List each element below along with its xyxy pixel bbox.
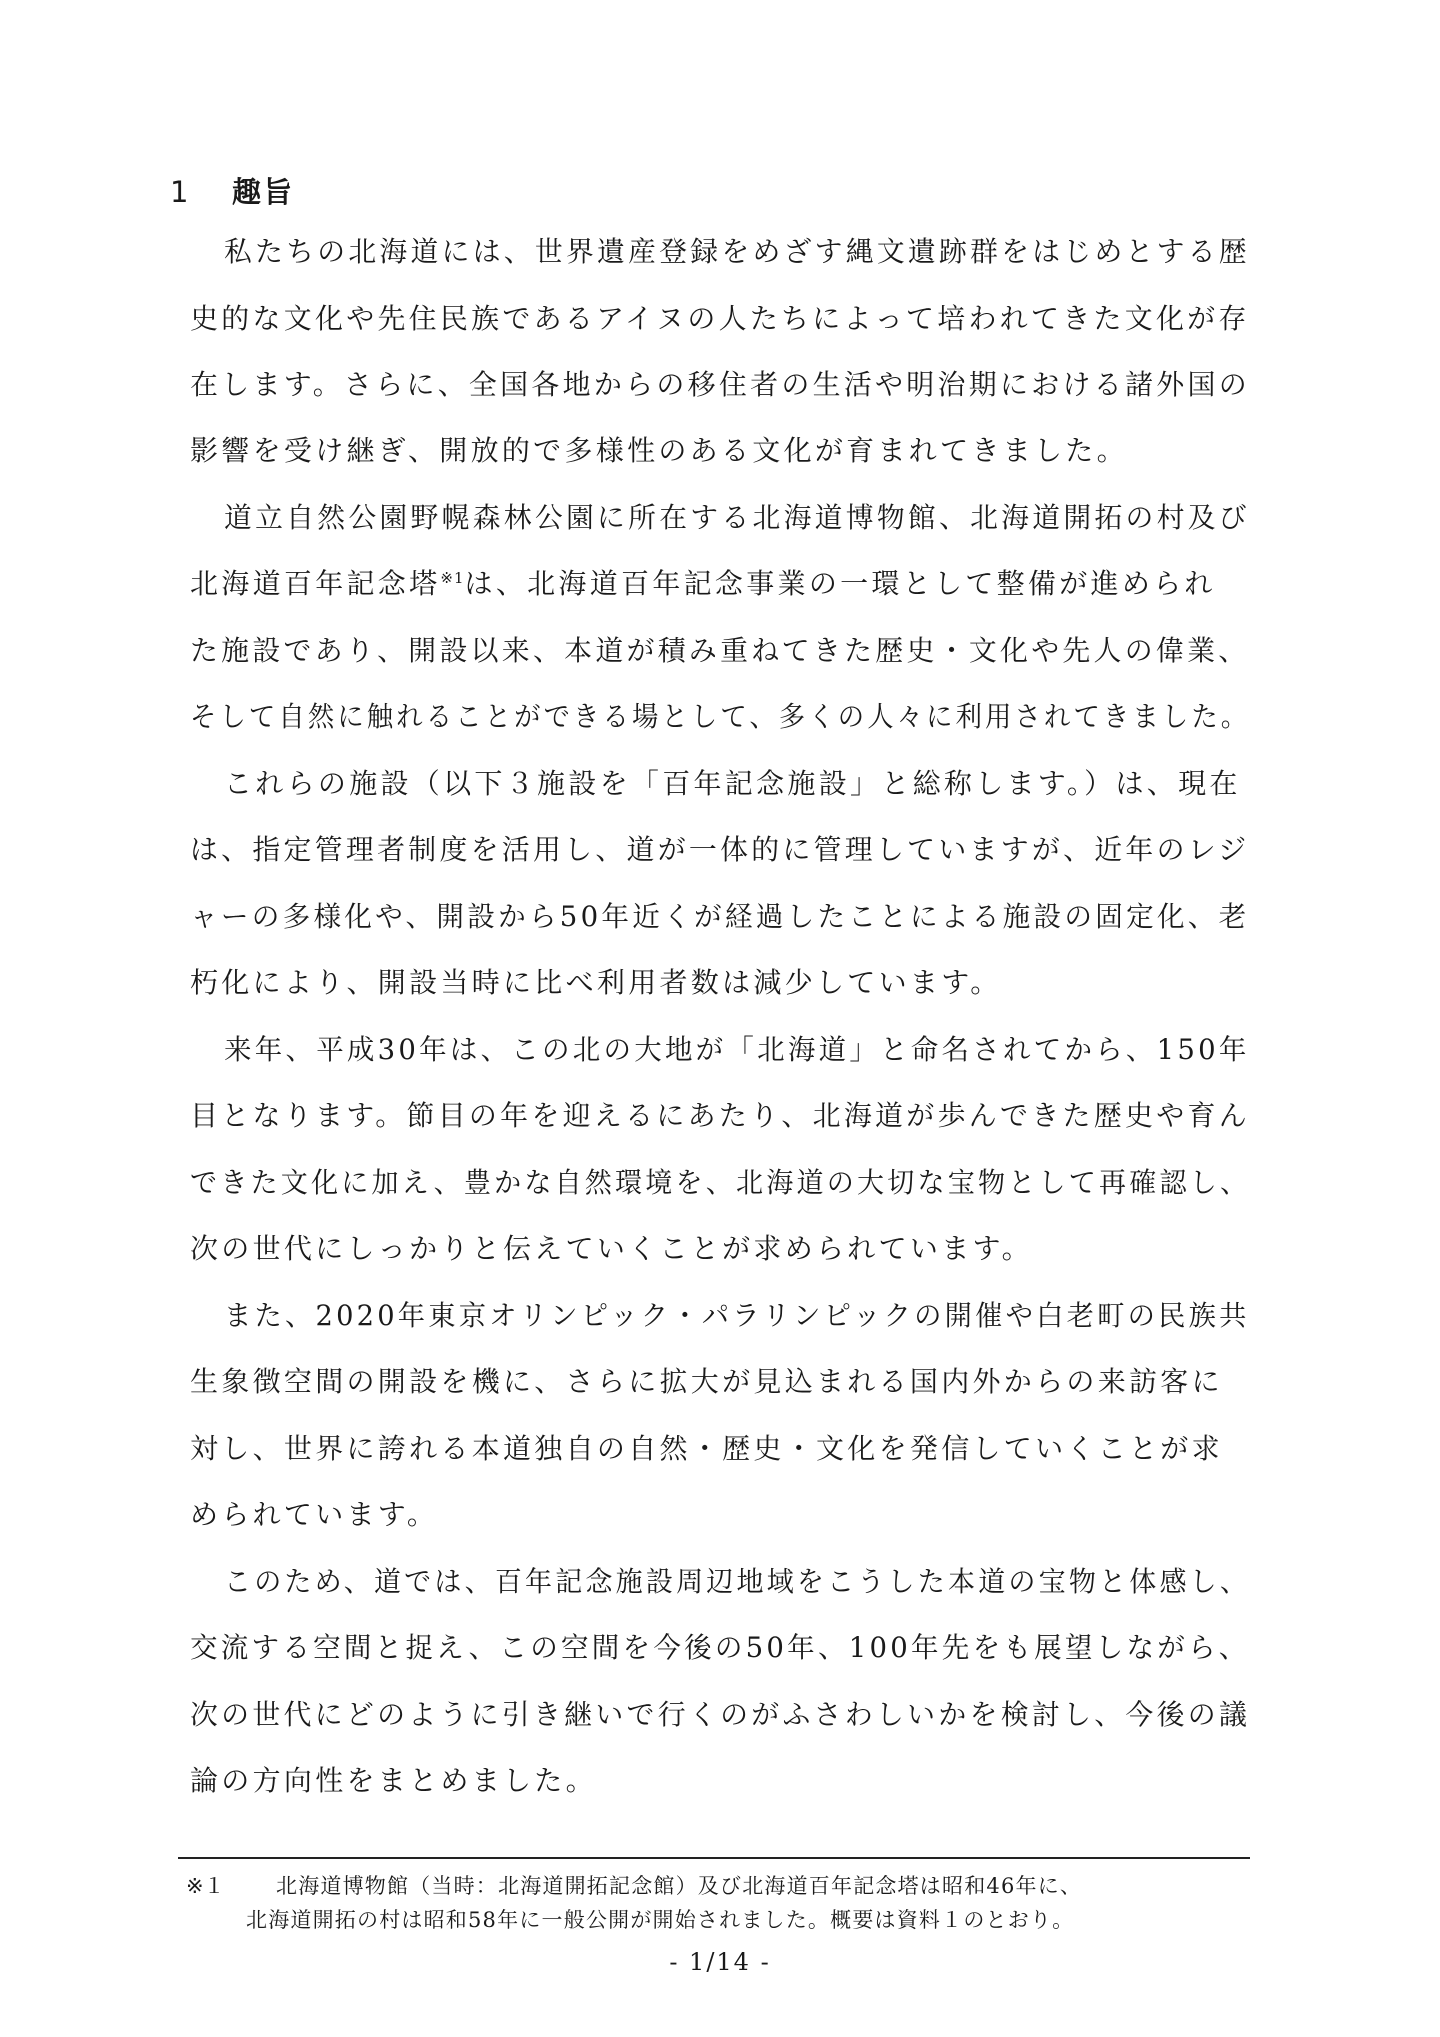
footnote-line-1: 北海道博物館（当時：北海道開拓記念館）及び北海道百年記念塔は昭和46年に、 (276, 1874, 1083, 1898)
paragraph-2-line-3: た施設であり、開設以来、本道が積み重ねてきた歴史・文化や先人の偉業、 (190, 634, 1250, 667)
paragraph-3-line-1: これらの施設（以下３施設を「百年記念施設」と総称します。）は、現在 (224, 767, 1241, 800)
paragraph-4-line-2: 目となります。節目の年を迎えるにあたり、北海道が歩んできた歴史や育ん (190, 1099, 1250, 1132)
paragraph-1-line-3: 在します。さらに、全国各地からの移住者の生活や明治期における諸外国の (190, 368, 1250, 401)
paragraph-5-line-1: また、2020年東京オリンピック・パラリンピックの開催や白老町の民族共 (224, 1299, 1250, 1332)
footnote-reference: ※1 (440, 569, 465, 587)
paragraph-6-line-2: 交流する空間と捉え、この空間を今後の50年、100年先をも展望しながら、 (190, 1631, 1250, 1664)
paragraph-1-line-1: 私たちの北海道には、世界遺産登録をめざす縄文遺跡群をはじめとする歴 (224, 235, 1250, 268)
paragraph-6-line-3: 次の世代にどのように引き継いで行くのがふさわしいかを検討し、今後の議 (190, 1698, 1251, 1731)
paragraph-3-line-2: は、指定管理者制度を活用し、道が一体的に管理していますが、近年のレジ (190, 833, 1250, 866)
paragraph-4-line-3: できた文化に加え、豊かな自然環境を、北海道の大切な宝物として再確認し、 (190, 1166, 1251, 1199)
paragraph-1-line-4: 影響を受け継ぎ、開放的で多様性のある文化が育まれてきました。 (190, 434, 1128, 467)
section-heading (170, 170, 294, 211)
paragraph-3-line-3: ャーの多様化や、開設から50年近くが経過したことによる施設の固定化、老 (190, 900, 1250, 933)
paragraph-6-line-1: このため、道では、百年記念施設周辺地域をこうした本道の宝物と体感し、 (224, 1565, 1251, 1598)
paragraph-5-line-2: 生象徴空間の開設を機に、さらに拡大が見込まれる国内外からの来訪客に (190, 1365, 1223, 1398)
paragraph-1-line-2: 史的な文化や先住民族であるアイヌの人たちによって培われてきた文化が存 (190, 302, 1250, 335)
section-number: 1 (170, 175, 191, 209)
paragraph-4-line-1: 来年、平成30年は、この北の大地が「北海道」と命名されてから、150年 (224, 1033, 1250, 1066)
paragraph-3-line-4: 朽化により、開設当時に比べ利用者数は減少しています。 (190, 966, 1002, 999)
paragraph-2-line-2 (190, 564, 1216, 604)
footnote-marker: ※１ (186, 1874, 225, 1898)
paragraph-5-line-4: められています。 (190, 1498, 439, 1531)
section-title: 趣旨 (232, 175, 295, 209)
paragraph-4-line-4: 次の世代にしっかりと伝えていくことが求められています。 (190, 1232, 1033, 1265)
paragraph-6-line-4: 論の方向性をまとめました。 (190, 1764, 597, 1797)
paragraph-2-line-2-end: は、北海道百年記念事業の一環として整備が進められ (464, 567, 1216, 600)
paragraph-2-line-4: そして自然に触れることができる場として、多くの人々に利用されてきました。 (190, 700, 1251, 733)
paragraph-2-line-2-start: 北海道百年記念塔 (190, 567, 441, 600)
page-number: - 1/14 - (669, 1948, 771, 1976)
footnote-line-2: 北海道開拓の村は昭和58年に一般公開が開始されました。概要は資料１のとおり。 (246, 1908, 1075, 1932)
footnote-divider (178, 1857, 1250, 1859)
paragraph-5-line-3: 対し、世界に誇れる本道独自の自然・歴史・文化を発信していくことが求 (190, 1432, 1223, 1465)
paragraph-2-line-1: 道立自然公園野幌森林公園に所在する北海道博物館、北海道開拓の村及び (224, 501, 1250, 534)
